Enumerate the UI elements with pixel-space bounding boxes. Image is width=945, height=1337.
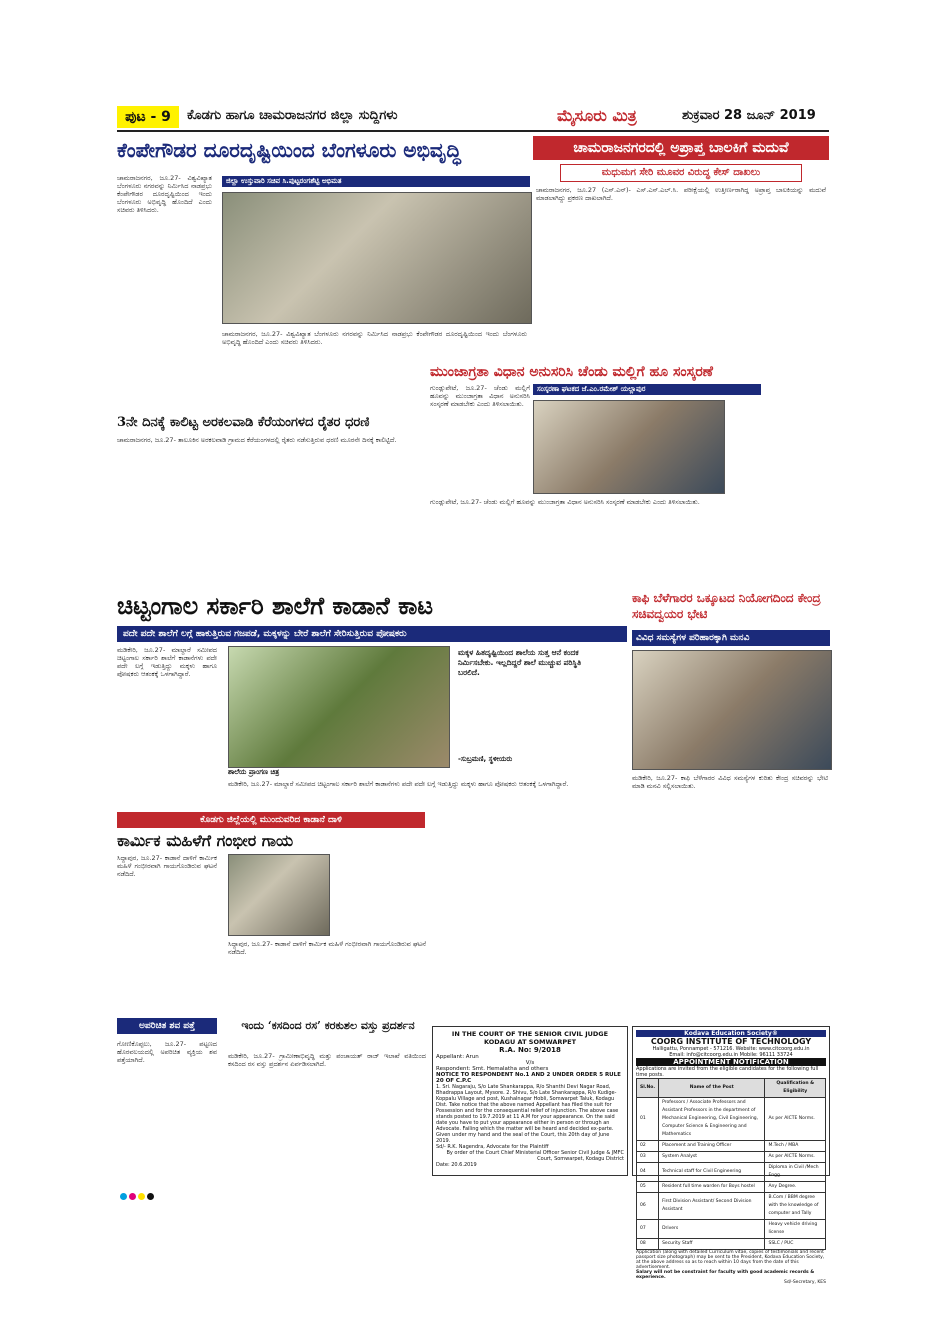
ad-col-qual: Qualification & Eligibility [765,1079,826,1098]
ad-table-cell: 01 [637,1098,659,1141]
story3-body-cont: ಗುಂಡ್ಲುಪೇಟೆ, ಜೂ.27- ಚೆಂಡು ಮಲ್ಲಿಗೆ ಹೂವನ್ನು ಮುಂಜಾಗ್ರತಾ ವಿಧಾನ ಅನುಸರಿಸಿ ಸಂಸ್ಕರಣೆ ಮಾಡಬೇಕು ಎಂದು ತಿಳಿಸಲಾಯಿತು. [430,498,700,506]
ad-sign: Sd/-Secretary, KES [783,1280,826,1285]
story5-body-cont: ಮಡಿಕೇರಿ, ಜೂ.27- ಮಾಲ್ದಾರೆ ಸಮೀಪದ ಚಿಟ್ಟಂಗಾಲ ಸರ್ಕಾರಿ ಶಾಲೆಗೆ ಕಾಡಾನೆಗಳು ಪದೇ ಪದೇ ಲಗ್ಗೆ ಇಡುತ್ತಿದ್ದು ಮಕ್ಕಳು ಹಾಗೂ ಪೋಷಕರು ಆತಂಕಕ್ಕೆ ಒಳಗಾಗಿದ್ದಾರೆ. [228,780,569,788]
story5-caption: ಶಾಲೆಯ ಪ್ರಾಂಗಣ ಚಿತ್ರ [228,768,280,776]
ad-table-cell: 07 [637,1220,659,1239]
story6-photo [632,650,832,770]
story6-body: ಮಡಿಕೇರಿ, ಜೂ.27- ಕಾಫಿ ಬೆಳೆಗಾರರ ವಿವಿಧ ಸಮಸ್ಯೆಗಳ ಕುರಿತು ಕೇಂದ್ರ ಸಚಿವರನ್ನು ಭೇಟಿ ಮಾಡಿ ಮನವಿ ಸಲ್ಲಿಸಲಾಯಿತು. [632,774,828,790]
story3-caption: ಸಂಸ್ಕರಣಾ ಘಟಕದ ಜೆ.ಎಂ.ರಮೇಶ್ ಯಲ್ಲಾಪುರ [533,384,761,395]
story5-headline: ಚಿಟ್ಟಂಗಾಲ ಸರ್ಕಾರಿ ಶಾಲೆಗೆ ಕಾಡಾನೆ ಕಾಟ [117,591,434,620]
ad-salary: Salary will not be constraint for faculty with good academic records & experience. [636,1270,815,1280]
story2-body: ಚಾಮರಾಜನಗರ, ಜೂ.27 (ಎಸ್.ಎನ್)- ಎಸ್.ಎಸ್.ಎಲ್.ಸಿ. ಪರೀಕ್ಷೆಯಲ್ಲಿ ಉತ್ತೀರ್ಣರಾಗಿದ್ದ ಅಪ್ರಾಪ್ತ ಬಾಲಕಿಯನ್ನು ಮದುವೆ ಮಾಡಲಾಗಿದ್ದು ಪ್ರಕರಣ ದಾಖಲಾಗಿದೆ. [536,186,826,202]
story6-headline: ಕಾಫಿ ಬೆಳೆಗಾರರ ಒಕ್ಕೂಟದ ನಿಯೋಗದಿಂದ ಕೇಂದ್ರ ಸಚಿವದ್ವಯರ ಭೇಟಿ [632,591,821,621]
ad-table-row [637,1098,826,1141]
page-header [117,104,829,132]
ad-society: Kodava Education Society® [636,1030,826,1037]
section-title: ಕೊಡಗು ಹಾಗೂ ಚಾಮರಾಜನಗರ ಜಿಲ್ಲಾ ಸುದ್ದಿಗಳು [187,108,398,123]
story8-headline: ಅಪರಿಚಿತ ಶವ ಪತ್ತೆ [117,1018,217,1034]
ad-table-cell: System Analyst [659,1152,765,1163]
story7-headline: ಕಾರ್ಮಿಕ ಮಹಿಳೆಗೆ ಗಂಭೀರ ಗಾಯ [117,831,294,850]
story9-headline: ಇಂದು ‘ಕಸದಿಂದ ರಸ’ ಕರಕುಶಲ ವಸ್ತು ಪ್ರದರ್ಶನ [241,1019,415,1032]
ad-table-cell: As per AICTE Norms. [765,1098,826,1141]
story3-body: ಗುಂಡ್ಲುಪೇಟೆ, ಜೂ.27- ಚೆಂಡು ಮಲ್ಲಿಗೆ ಹೂವನ್ನು ಮುಂಜಾಗ್ರತಾ ವಿಧಾನ ಅನುಸರಿಸಿ ಸಂಸ್ಕರಣೆ ಮಾಡಬೇಕು ಎಂದು ತಿಳಿಸಲಾಯಿತು. [430,384,530,408]
issue-date: ಶುಕ್ರವಾರ 28 ಜೂನ್ 2019 [682,108,816,123]
story4-headline: 3ನೇ ದಿನಕ್ಕೆ ಕಾಲಿಟ್ಟ ಅರಕಲವಾಡಿ ಕೆರೆಯಂಗಳದ ರೈತರ ಧರಣಿ [117,415,370,430]
ad-table-row [637,1152,826,1163]
registration-marks [120,1185,156,1204]
ad-table-row [637,1141,826,1152]
court-title: IN THE COURT OF THE SENIOR CIVIL JUDGE KODAGU AT SOMWARPET [451,1030,609,1046]
story5-body: ಮಡಿಕೇರಿ, ಜೂ.27- ಮಾಲ್ದಾರೆ ಸಮೀಪದ ಚಿಟ್ಟಂಗಾಲ ಸರ್ಕಾರಿ ಶಾಲೆಗೆ ಕಾಡಾನೆಗಳು ಪದೇ ಪದೇ ಲಗ್ಗೆ ಇಡುತ್ತಿದ್ದು ಮಕ್ಕಳು ಹಾಗೂ ಪೋಷಕರು ಆತಂಕಕ್ಕೆ ಒಳಗಾಗಿದ್ದಾರೆ. [117,646,217,678]
ad-table-cell: B.Com / BBM degree with the knowledge of computer and Tally [765,1193,826,1220]
ad-table-cell: 06 [637,1193,659,1220]
ad-table-row [637,1193,826,1220]
story5-subhead: ಪದೇ ಪದೇ ಶಾಲೆಗೆ ಲಗ್ಗೆ ಹಾಕುತ್ತಿರುವ ಗಜಪಡೆ, ಮಕ್ಕಳನ್ನು ಬೇರೆ ಶಾಲೆಗೆ ಸೇರಿಸುತ್ತಿರುವ ಪೋಷಕರು [117,626,627,642]
story5-photo [228,646,450,768]
story3-headline: ಮುಂಜಾಗ್ರತಾ ವಿಧಾನ ಅನುಸರಿಸಿ ಚೆಂಡು ಮಲ್ಲಿಗೆ ಹೂ ಸಂಸ್ಕರಣೆ [430,364,713,380]
story4-body: ಚಾಮರಾಜನಗರ, ಜೂ.27- ತಾಲೂಕಿನ ಅರಕಲವಾಡಿ ಗ್ರಾಮದ ಕೆರೆಯಂಗಳದಲ್ಲಿ ರೈತರು ನಡೆಸುತ್ತಿರುವ ಧರಣಿ ಮೂರನೇ ದಿನಕ್ಕೆ ಕಾಲಿಟ್ಟಿದೆ. [117,436,397,444]
court-notice [432,1026,628,1176]
ad-intro: Applications are invited from the eligible candidates for the following full time posts. [636,1066,819,1078]
court-notice-title: NOTICE TO RESPONDENT No.1 AND 2 UNDER ORDER 5 RULE 20 OF C.P.C [436,1072,621,1084]
ad-footer: Application (along with detailed Curriculum vitae, copies of testimonials and recent passport size photograph) may be sent to the President, Kodava Education Society, at the above address so as to reach within 10 days from the date of this advertisement. [636,1250,825,1270]
page-number: ಪುಟ - 9 [117,106,179,128]
ad-table-row [637,1182,826,1193]
ad-table-cell: Drivers [659,1220,765,1239]
court-vs: V/s [525,1060,535,1066]
story3-photo [533,400,725,494]
ad-table-cell: 05 [637,1182,659,1193]
court-respondent: Respondent: Smt. Hemalatha and others [436,1066,549,1072]
ad-table-row [637,1239,826,1250]
ad-table-cell: SSLC / PUC [765,1239,826,1250]
appointment-ad [632,1026,830,1285]
story1-body-cont: ಚಾಮರಾಜನಗರ, ಜೂ.27- ವಿಶ್ವವಿಖ್ಯಾತ ಬೆಂಗಳೂರು ನಗರವನ್ನು ನಿರ್ಮಿಸಿದ ನಾಡಪ್ರಭು ಕೆಂಪೇಗೌಡರ ದೂರದೃಷ್ಟಿಯಿಂದ ಇಂದು ಬೆಂಗಳೂರು ಅಭಿವೃದ್ಧಿ ಹೊಂದಿದೆ ಎಂದು ಸಚಿವರು ತಿಳಿಸಿದರು. [222,330,527,346]
court-order: By order of the Court Chief Ministerial Officer Senior Civil Judge & JMFC Court, Somwarpet, Kodagu District [446,1150,624,1162]
story9-body: ಮಡಿಕೇರಿ, ಜೂ.27- ಗ್ರಾಮೀಣಾಭಿವೃದ್ಧಿ ಮತ್ತು ಪಂಚಾಯತ್ ರಾಜ್ ಇಲಾಖೆ ವತಿಯಿಂದ ಕಸದಿಂದ ರಸ ವಸ್ತು ಪ್ರದರ್ಶನ ಏರ್ಪಡಿಸಲಾಗಿದೆ. [228,1052,426,1068]
ad-table-cell: Placement and Training Officer [659,1141,765,1152]
ad-table-cell: First Division Assistant/ Second Division Assistant [659,1193,765,1220]
ad-col-post: Name of the Post [659,1079,765,1098]
story2-headline: ಚಾಮರಾಜನಗರದಲ್ಲಿ ಅಪ್ರಾಪ್ತ ಬಾಲಕಿಗೆ ಮದುವೆ [533,136,829,160]
ad-table-cell: Any Degree. [765,1182,826,1193]
ad-table-cell: Heavy vehicle driving license [765,1220,826,1239]
court-notice-body: 1. Sri. Nagaraju, S/o Late Shankarappa, R/o Shanthi Devi Nagar Road, Bhadrappa Layout, Mysore. 2. Shivu, S/o Late Shankarappa, R/o Kudige-Koppalu Village and post, Kushalnagar Hobli, Somwarpet Taluk, Kodagu Dist. Take notice that the above named Appellant has filed the suit for Possession and for the consequential relief of injunction. The above case stands posted to 19.7.2019 at 11 A.M for your appearance. On the said date you have to put your appearance either in person or through an Advocate. Failing which the matter will be heard and decided ex-parte. Given under my hand and the seal of the Court, this 20th day of June 2019. [436,1084,619,1144]
story6-subhead: ವಿವಿಧ ಸಮಸ್ಯೆಗಳ ಪರಿಹಾರಕ್ಕಾಗಿ ಮನವಿ [632,630,830,646]
story1-photo [222,192,532,324]
story7-body-cont: ಸಿದ್ದಾಪುರ, ಜೂ.27- ಕಾಡಾನೆ ದಾಳಿಗೆ ಕಾರ್ಮಿಕ ಮಹಿಳೆ ಗಂಭೀರವಾಗಿ ಗಾಯಗೊಂಡಿರುವ ಘಟನೆ ನಡೆದಿದೆ. [228,940,426,956]
ad-table-cell: Professors / Associate Professors and Assistant Professors in the department of Mechanical Engineering, Civil Engineering, Computer Science & Engineering and Mathematics [659,1098,765,1141]
story8-body: ಗೋಣಿಕೊಪ್ಪಲು, ಜೂ.27- ಪಟ್ಟಣದ ಹೊರವಲಯದಲ್ಲಿ ಅಪರಿಚಿತ ವ್ಯಕ್ತಿಯ ಶವ ಪತ್ತೆಯಾಗಿದೆ. [117,1040,217,1064]
court-advocate: Sd/- R.K. Nagendra, Advocate for the Plaintiff [436,1144,549,1150]
ad-table [636,1078,826,1250]
story5-quote: ಮಕ್ಕಳ ಹಿತದೃಷ್ಟಿಯಿಂದ ಶಾಲೆಯ ಸುತ್ತ ಆನೆ ಕಂದಕ ನಿರ್ಮಿಸಬೇಕು. ಇಲ್ಲದಿದ್ದರೆ ಶಾಲೆ ಮುಚ್ಚುವ ಪರಿಸ್ಥಿತಿ ಬರಲಿದೆ. [458,648,582,677]
ad-table-cell: Resident full time warden for Boys hostel [659,1182,765,1193]
ad-table-cell: Diploma in Civil /Mech Engg. [765,1163,826,1182]
story7-kicker: ಕೊಡಗು ಜಿಲ್ಲೆಯಲ್ಲಿ ಮುಂದುವರಿದ ಕಾಡಾನೆ ದಾಳಿ [117,812,425,828]
ad-table-cell: M.Tech / MBA [765,1141,826,1152]
ad-table-cell: 04 [637,1163,659,1182]
ad-table-cell: 02 [637,1141,659,1152]
story7-photo [228,854,330,936]
masthead: ಮೈಸೂರು ಮಿತ್ರ [557,106,637,125]
story7-body: ಸಿದ್ದಾಪುರ, ಜೂ.27- ಕಾಡಾನೆ ದಾಳಿಗೆ ಕಾರ್ಮಿಕ ಮಹಿಳೆ ಗಂಭೀರವಾಗಿ ಗಾಯಗೊಂಡಿರುವ ಘಟನೆ ನಡೆದಿದೆ. [117,854,217,878]
ad-address: Halligattu, Ponnampet - 571216. Website: www.citcoorg.edu.in [652,1046,810,1052]
court-appellant: Appellant: Arun [436,1054,479,1060]
court-case-no: R.A. No: 9/2018 [499,1046,561,1054]
ad-table-cell: Security Staff [659,1239,765,1250]
ad-table-cell: As per AICTE Norms. [765,1152,826,1163]
court-date: Date: 20.6.2019 [436,1162,477,1168]
ad-col-slno: Sl.No. [637,1079,659,1098]
story1-headline: ಕೆಂಪೇಗೌಡರ ದೂರದೃಷ್ಟಿಯಿಂದ ಬೆಂಗಳೂರು ಅಭಿವೃದ್ಧಿ [117,138,461,162]
ad-email: Email: info@citcoorg.edu.in Mobile: 96111 33724 [669,1052,793,1058]
ad-table-cell: Technical staff for Civil Engineering [659,1163,765,1182]
story1-caption: ಜಿಲ್ಲಾ ಉಸ್ತುವಾರಿ ಸಚಿವ ಸಿ.ಪುಟ್ಟರಂಗಶೆಟ್ಟಿ ಅಭಿಮತ [222,176,530,187]
ad-table-row [637,1220,826,1239]
ad-college: COORG INSTITUTE OF TECHNOLOGY [650,1037,812,1046]
story2-subhead: ಮಧುಮಗ ಸೇರಿ ಮೂವರ ವಿರುದ್ಧ ಕೇಸ್ ದಾಖಲು [560,164,802,182]
ad-banner: APPOINTMENT NOTIFICATION [636,1058,826,1066]
ad-table-row [637,1163,826,1182]
ad-table-cell: 08 [637,1239,659,1250]
ad-table-cell: 03 [637,1152,659,1163]
story1-body: ಚಾಮರಾಜನಗರ, ಜೂ.27- ವಿಶ್ವವಿಖ್ಯಾತ ಬೆಂಗಳೂರು ನಗರವನ್ನು ನಿರ್ಮಿಸಿದ ನಾಡಪ್ರಭು ಕೆಂಪೇಗೌಡರ ದೂರದೃಷ್ಟಿಯಿಂದ ಇಂದು ಬೆಂಗಳೂರು ಅಭಿವೃದ್ಧಿ ಹೊಂದಿದೆ ಎಂದು ಸಚಿವರು ತಿಳಿಸಿದರು. [117,174,212,214]
story5-quote-by: -ಸುಬ್ರಮಣಿ, ಸ್ಥಳೀಯರು [458,755,513,763]
